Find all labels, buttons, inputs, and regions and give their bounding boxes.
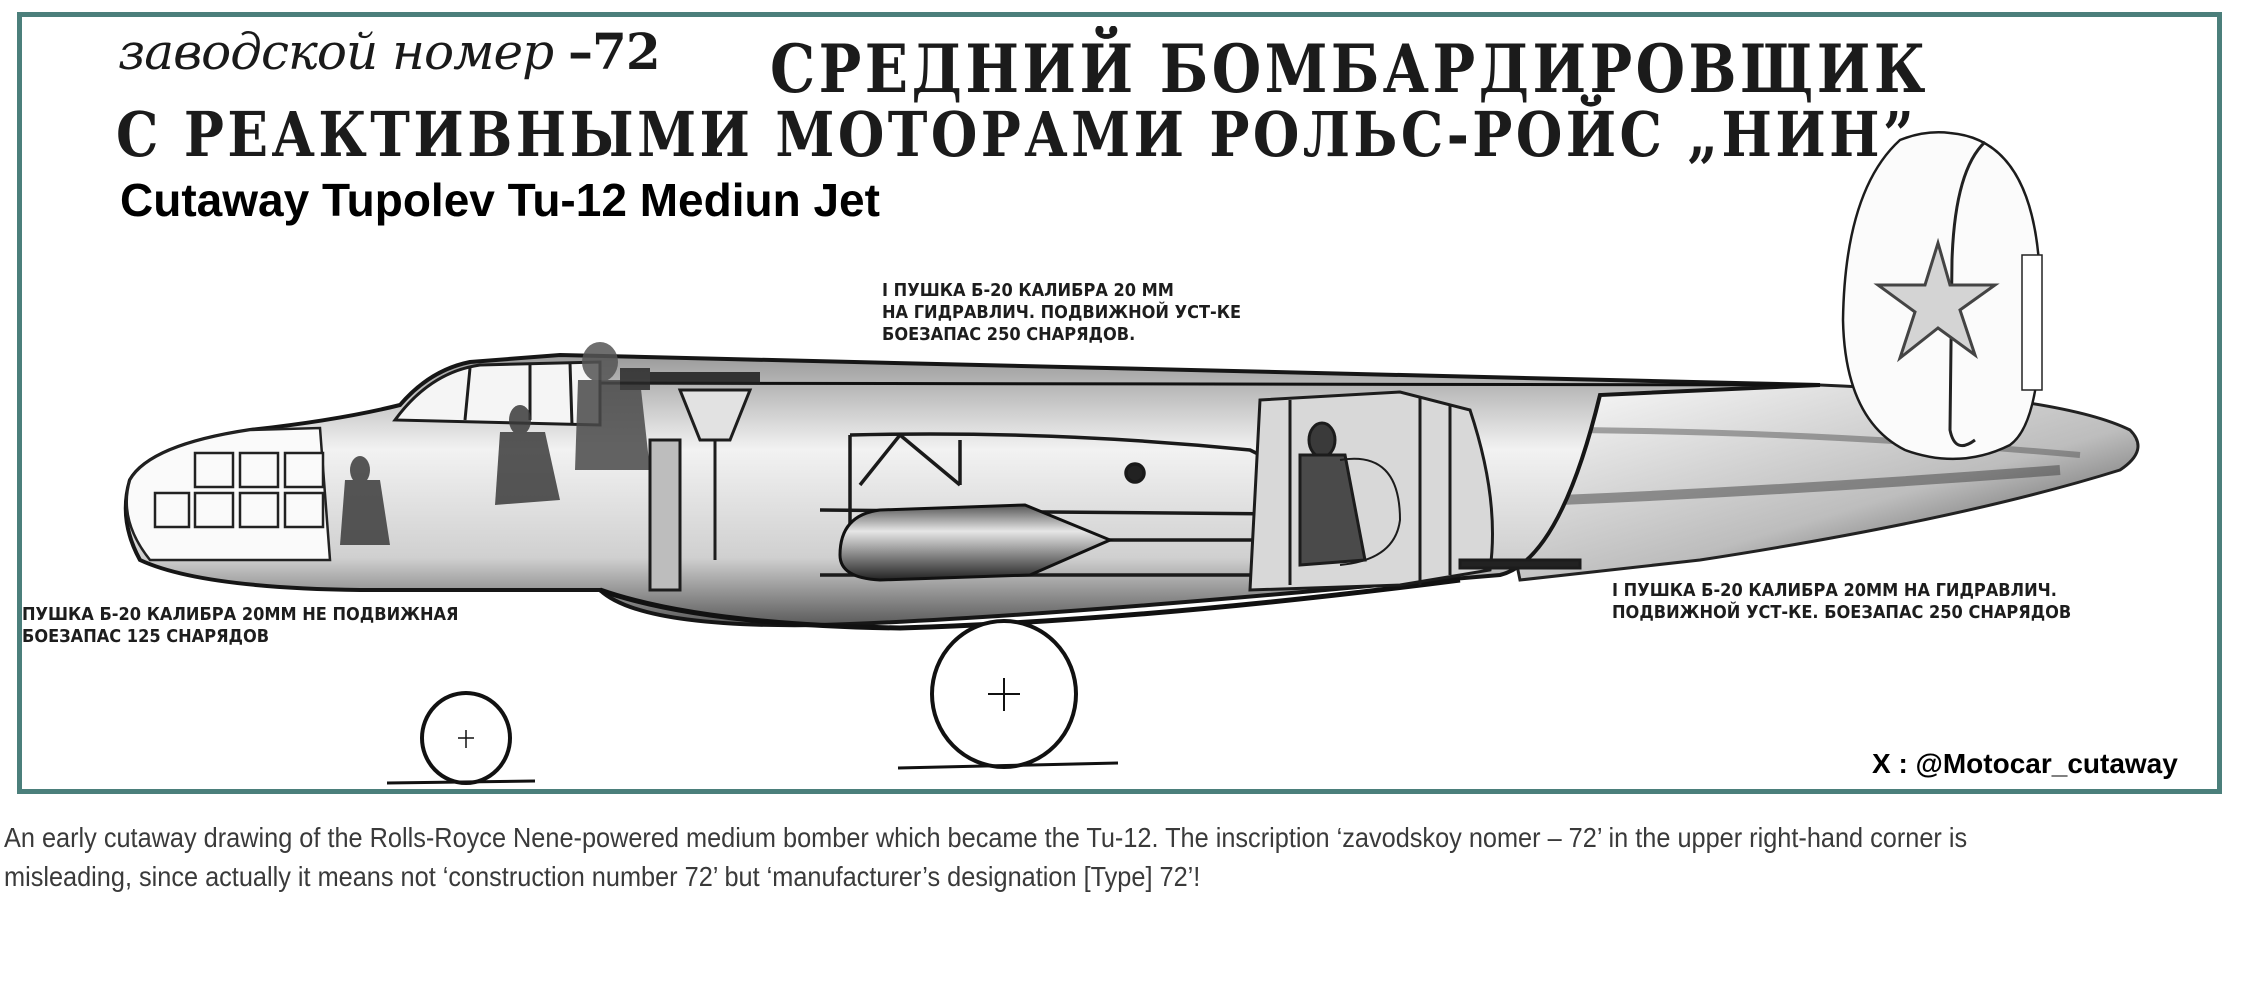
annotation-line: ПУШКА Б-20 КАЛИБРА 20ММ НЕ ПОДВИЖНАЯ: [22, 604, 459, 625]
watermark-credit: X : @Motocar_cutaway: [1872, 748, 2178, 779]
russian-title-line2: С РЕАКТИВНЫМИ МОТОРАМИ РОЛЬС-РОЙС „НИН”: [116, 98, 1918, 171]
russian-title-line1: СРЕДНИЙ БОМБАРДИРОВЩИК: [770, 30, 1929, 108]
designation-number: –72: [568, 22, 660, 81]
nose-gun-annotation: [22, 604, 459, 648]
manufacturer-designation: [118, 22, 660, 81]
ventral-gun-annotation: [1612, 580, 2071, 624]
cockpit-canopy: [395, 362, 600, 425]
nose-wheel: [387, 693, 535, 783]
annotation-line: I ПУШКА Б-20 КАЛИБРА 20 ММ: [882, 280, 1174, 301]
english-title: Cutaway Tupolev Tu-12 Mediun Jet: [120, 174, 880, 226]
main-wheel: [898, 621, 1118, 768]
annotation-line: I ПУШКА Б-20 КАЛИБРА 20ММ НА ГИДРАВЛИЧ.: [1612, 580, 2057, 601]
annotation-line: НА ГИДРАВЛИЧ. ПОДВИЖНОЙ УСТ-КЕ: [882, 301, 1242, 323]
annotation-line: БОЕЗАПАС 125 СНАРЯДОВ: [22, 625, 270, 647]
designation-label: заводской номер: [118, 23, 554, 81]
figure-caption: An early cutaway drawing of the Rolls-Royce Nene-powered medium bomber which became the Tu-12. The inscription ‘zavodskoy nomer – 72’ in the upper right-hand corner is misleading, since actually it means not ‘construction number 72’ but ‘manufacturer’s designation [Type] 72’!: [4, 822, 1968, 892]
glazed-nose: [127, 428, 330, 560]
annotation-line: БОЕЗАПАС 250 СНАРЯДОВ.: [882, 323, 1136, 345]
tail-fin: [1843, 132, 2042, 459]
dorsal-gun-annotation: [882, 280, 1241, 346]
annotation-line: ПОДВИЖНОЙ УСТ-КЕ. БОЕЗАПАС 250 СНАРЯДОВ: [1612, 601, 2072, 623]
